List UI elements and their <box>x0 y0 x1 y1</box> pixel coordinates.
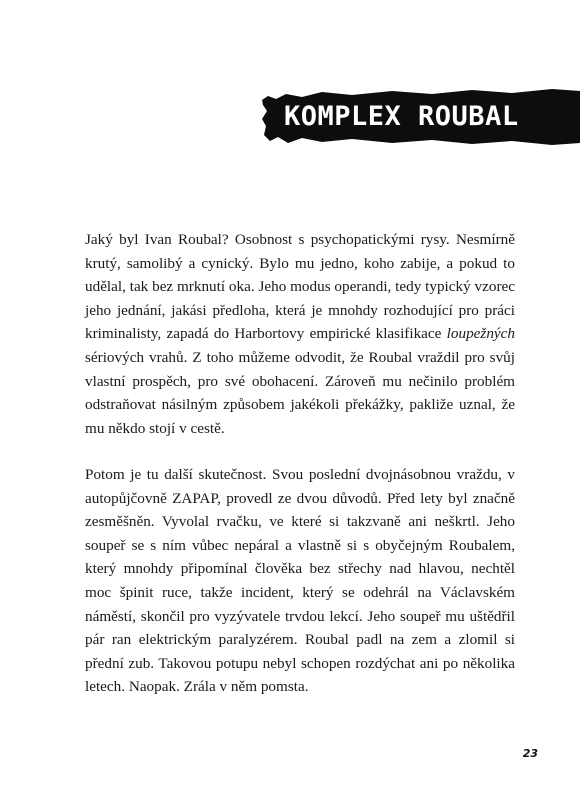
paragraph-2: Potom je tu další skutečnost. Svou poslední dvojnásobnou vraždu, v autopůjčovně ZAPAP, provedl ze dvou důvodů. Před lety byl značně zesměšněn. Vyvolal rvačku, ve které si takzvaně ani neškrtl. Jeho soupeř se s ním vůbec nepáral a vlastně si s obyčejným Roubalem, který mnohdy připomínal člověka bez střechy nad hlavou, nechtěl moc špinit ruce, takže incident, který se odehrál na Václavském náměstí, skončil pro vyzývatele trvdou lekcí. Jeho soupeř mu uštědřil pár ran elektrickým paralyzérem. Roubal padl na zem a zlomil si přední zub. Takovou potupu nebyl schopen rozdýchat ani po několika letech. Naopak. Zrála v něm pomsta. <box>85 466 515 696</box>
chapter-title: KOMPLEX ROUBAL <box>284 101 519 132</box>
paragraph-1-text-after: sériových vrahů. Z toho můžeme odvodit, že Roubal vraždil pro svůj vlastní prospěch, pro své obohacení. Zároveň mu nečinilo problém odstraňovat násilným způsobem jakékoli překážky, pakliže uznal, že mu někdo stojí v cestě. <box>85 348 515 437</box>
chapter-title-banner <box>262 86 580 148</box>
paragraph-1-emphasis: loupežných <box>446 325 515 343</box>
paragraph-1-text-before: Jaký byl Ivan Roubal? Osobnost s psychopatickými rysy. Nesmírně krutý, samolibý a cynický. Bylo mu jedno, koho zabije, a pokud to udělal, tak bez mrknutí oka. Jeho modus operandi, tedy typický vzorec jeho jednání, jakási předloha, která je mnohdy rozhodující pro práci kriminalisty, zapadá do Harbortovy empirické klasifikace <box>85 231 515 343</box>
page-number: 23 <box>522 747 538 760</box>
paragraph-1 <box>85 228 515 440</box>
